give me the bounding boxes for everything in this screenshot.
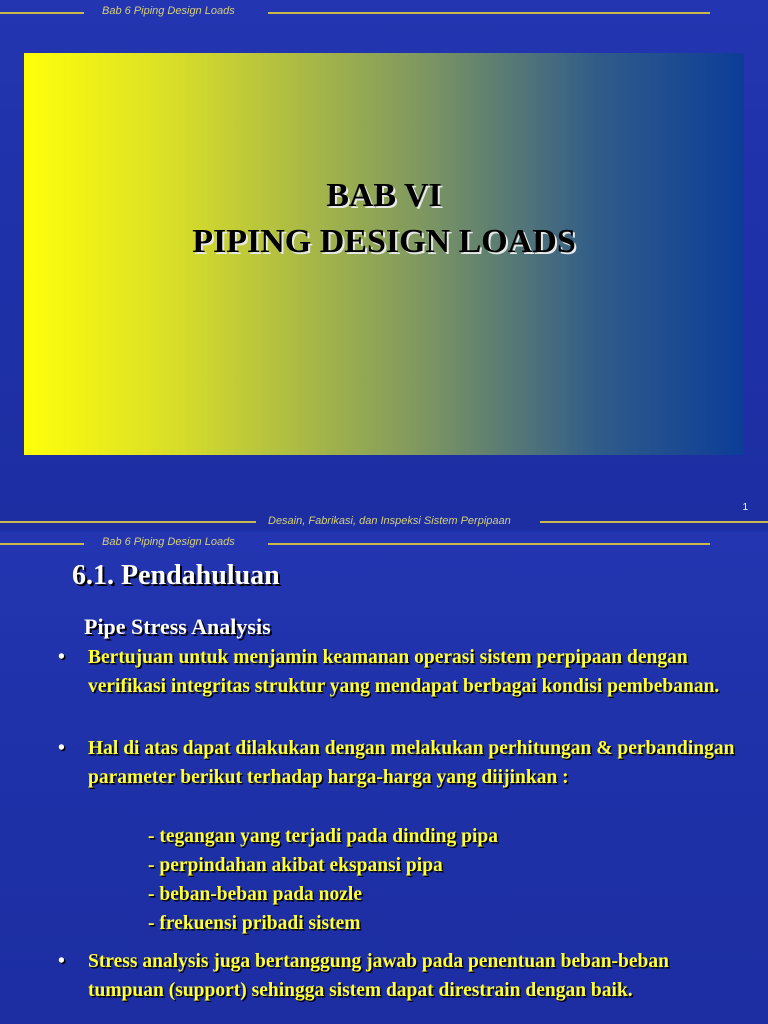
header-rule-left [0,543,84,545]
title-box [24,53,744,455]
header-rule-right [268,12,710,14]
bullet-item [58,643,748,701]
slide-footer: Desain, Fabrikasi, dan Inspeksi Sistem Perpipaan [268,515,511,527]
bullet-text: Bertujuan untuk menjamin keamanan operasi sistem perpipaan dengan verifikasi integritas struktur yang mendapat berbagai kondisi pembebanan. [88,647,720,697]
chapter-subtitle: PIPING DESIGN LOADS [192,223,576,260]
footer-rule-right [540,521,768,523]
header-rule-right [268,543,710,545]
section-title: 6.1. Pendahuluan [72,560,280,591]
sub-item: - perpindahan akibat ekspansi pipa [148,855,443,876]
slide-header: Bab 6 Piping Design Loads [102,536,235,548]
bullet-text: Stress analysis juga bertanggung jawab pada penentuan beban-beban tumpuan (support) sehingga sistem dapat direstrain dengan baik. [88,951,669,1001]
slide-2 [0,532,768,1024]
header-rule-left [0,12,84,14]
subsection-title: Pipe Stress Analysis [84,614,271,639]
sub-item: - beban-beban pada nozle [148,884,363,905]
bullet-item [58,947,748,1005]
footer-rule-left [0,521,256,523]
page-number: 1 [742,502,748,513]
sub-item: - tegangan yang terjadi pada dinding pipa [148,826,499,847]
bullet-text: Hal di atas dapat dilakukan dengan melakukan perhitungan & perbandingan parameter berikut terhadap harga-harga yang diijinkan : [88,738,735,788]
bullet-dot: • [58,951,65,972]
sub-item: - frekuensi pribadi sistem [148,913,361,934]
bullet-dot: • [58,647,65,668]
chapter-title: BAB VI [326,177,442,214]
slide-header: Bab 6 Piping Design Loads [102,5,235,17]
bullet-item [58,734,748,792]
bullet-dot: • [58,738,65,759]
